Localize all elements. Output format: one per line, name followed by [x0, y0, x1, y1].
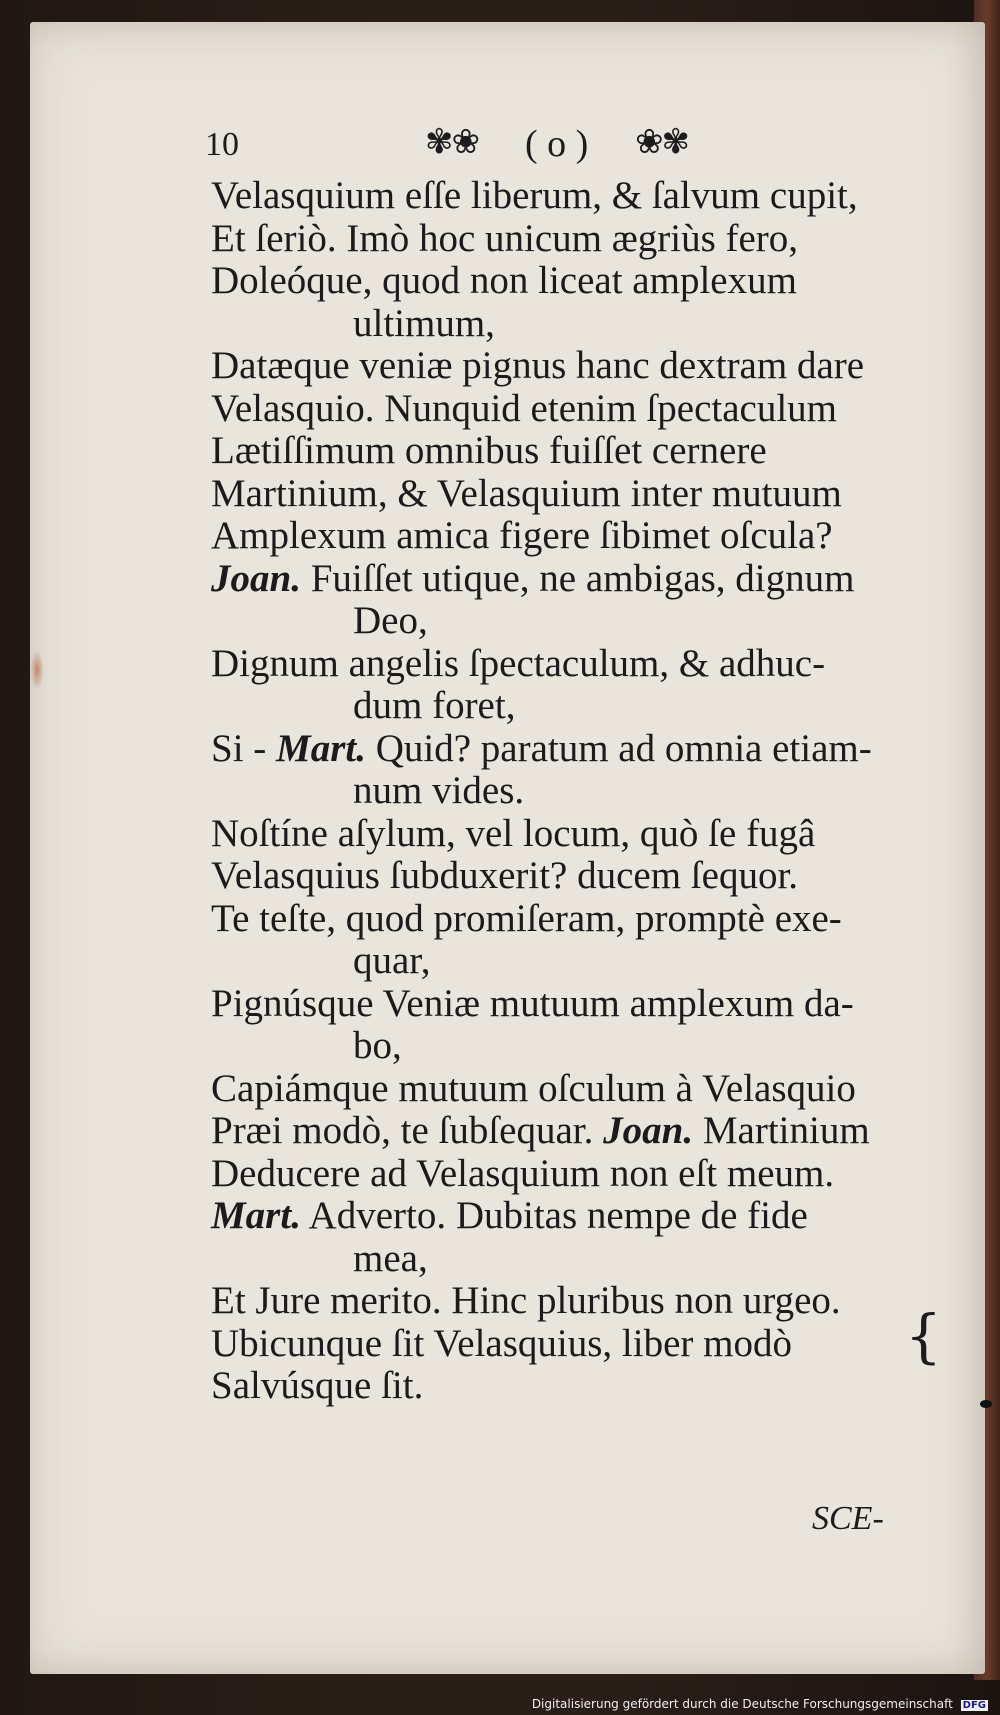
line-text: dum foret,: [353, 684, 516, 727]
line-text: Te teſte, quod promiſeram, promptè exe-: [211, 896, 842, 940]
text-line: [211, 473, 941, 516]
credit-text: Digitalisierung gefördert durch die Deutsche Forschungsgemeinschaft: [531, 1697, 953, 1711]
margin-dot: [980, 1400, 992, 1408]
header-symbol: ( o ): [525, 123, 589, 165]
line-text: mea,: [353, 1236, 428, 1280]
text-line: [211, 1238, 941, 1281]
text-line: [211, 388, 941, 431]
text-line: [211, 600, 941, 643]
line-text: Si -: [211, 726, 277, 770]
line-text: Martinium, & Velasquium inter mutuum: [211, 471, 842, 515]
text-line: [211, 643, 941, 686]
line-text: Dignum angelis ſpectaculum, & adhuc-: [211, 641, 826, 685]
text-line: [211, 770, 941, 813]
text-line: [211, 1025, 941, 1068]
line-text: Deducere ad Velasquium non eſt meum.: [211, 1151, 835, 1195]
catchword: SCE-: [812, 1500, 884, 1537]
text-line: [211, 1110, 941, 1153]
dfg-logo: DFG: [962, 1700, 986, 1711]
page-number: 10: [205, 126, 239, 163]
digitization-credit: [532, 1697, 988, 1711]
text-line: [211, 345, 941, 388]
line-text: Velasquius ſubduxerit? ducem ſequor.: [211, 854, 799, 897]
line-text: bo,: [353, 1024, 402, 1067]
line-text: Fuiſſet utique, ne ambigas, dignum: [300, 556, 855, 600]
text-line: [211, 813, 941, 856]
line-text: Ubicunque ſit Velasquius, liber modò: [211, 1321, 792, 1365]
paper-stain: [30, 650, 44, 690]
line-text: Præi modò, te ſubſequar.: [211, 1109, 604, 1152]
text-line: [211, 303, 941, 346]
text-line: [211, 175, 941, 218]
text-line: [211, 218, 941, 261]
text-line: [211, 1365, 941, 1408]
text-line: [211, 1280, 941, 1323]
page-header: [205, 122, 725, 172]
speaker-label: Mart.: [211, 1194, 301, 1237]
line-text: Doleóque, quod non liceat amplexum: [211, 259, 797, 302]
text-line: [211, 430, 941, 473]
line-text: Et Jure merito. Hinc pluribus non urgeo.: [211, 1279, 841, 1322]
line-text: Velasquio. Nunquid etenim ſpectaculum: [211, 386, 838, 430]
line-text: Martinium: [693, 1109, 870, 1152]
text-line: [211, 940, 941, 983]
ornament-right-icon: ❀✾: [635, 122, 688, 162]
line-text: Pignúsque Veniæ mutuum amplexum da-: [211, 981, 854, 1025]
text-line: [211, 898, 941, 941]
line-text: Quid? paratum ad omnia etiam-: [365, 726, 872, 770]
line-text: quar,: [353, 939, 431, 982]
text-line: [211, 1323, 941, 1366]
line-text: Adverto. Dubitas nempe de fide: [300, 1194, 808, 1237]
line-text: Noſtíne aſylum, vel locum, quò ſe fugâ: [211, 811, 816, 855]
line-text: num vides.: [353, 769, 525, 812]
line-text: Deo,: [353, 599, 428, 642]
speaker-label: Joan.: [211, 556, 301, 600]
verse-text: [211, 175, 941, 1408]
line-text: Amplexum amica figere ſibimet oſcula?: [211, 514, 833, 557]
line-text: Velasquium eſſe liberum, & ſalvum cupit,: [211, 174, 858, 217]
line-text: Datæque veniæ pignus hanc dextram dare: [211, 344, 865, 387]
line-text: Capiámque mutuum oſculum à Velasquio: [211, 1066, 856, 1110]
text-line: [211, 983, 941, 1026]
line-text: Salvúsque ſit.: [211, 1364, 424, 1407]
line-text: Et ſeriò. Imò hoc unicum ægriùs fero,: [211, 216, 799, 260]
line-text: Lætiſſimum omnibus fuiſſet cernere: [211, 429, 767, 472]
text-line: [211, 558, 941, 601]
text-line: [211, 1068, 941, 1111]
text-line: [211, 1153, 941, 1196]
text-line: [211, 260, 941, 303]
speaker-label: Mart.: [276, 726, 366, 770]
text-line: [211, 685, 941, 728]
ornament-left-icon: ✾❀: [425, 122, 478, 162]
text-line: [211, 515, 941, 558]
text-line: [211, 728, 941, 771]
speaker-label: Joan.: [603, 1109, 694, 1152]
line-text: ultimum,: [353, 301, 495, 345]
text-line: [211, 855, 941, 898]
text-line: [211, 1195, 941, 1238]
brace-mark: {: [905, 1302, 942, 1370]
